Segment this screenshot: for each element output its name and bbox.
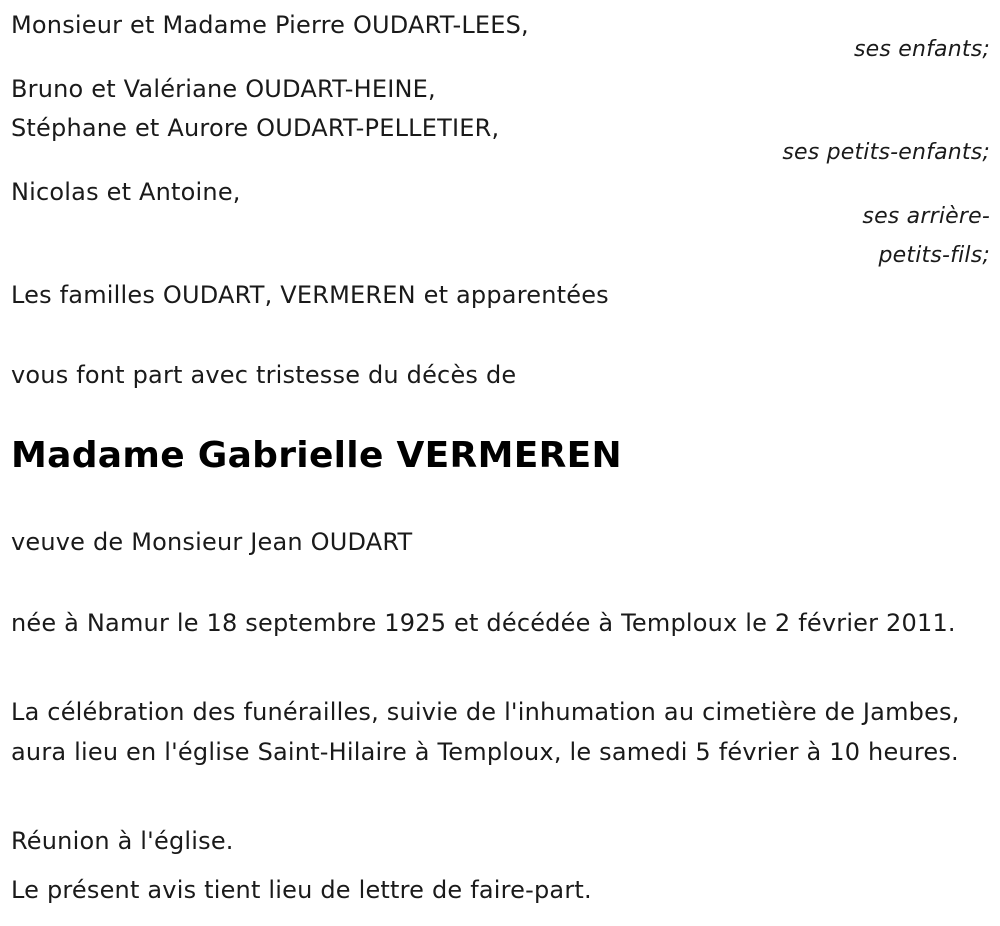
- widow-of-line: veuve de Monsieur Jean OUDART: [11, 528, 413, 556]
- grandchildren-line-2: Stéphane et Aurore OUDART-PELLETIER,: [11, 114, 500, 142]
- grandchildren-line-1: Bruno et Valériane OUDART-HEINE,: [11, 75, 436, 103]
- funeral-paragraph: La célébration des funérailles, suivie de l'inhumation au cimetière de Jambes, aura lieu en l'église Saint-Hilaire à Temploux, le samedi 5 février à 10 heures.: [11, 698, 960, 766]
- children-line: Monsieur et Madame Pierre OUDART-LEES,: [11, 11, 529, 39]
- great-grandchildren-role-2: petits-fils;: [878, 243, 990, 268]
- deceased-name: Madame Gabrielle VERMEREN: [11, 435, 622, 476]
- families-line: Les familles OUDART, VERMEREN et apparentées: [11, 281, 609, 309]
- children-role: ses enfants;: [853, 37, 990, 62]
- meeting-line: Réunion à l'église.: [11, 827, 234, 855]
- birth-death-paragraph: née à Namur le 18 septembre 1925 et décédée à Temploux le 2 février 2011.: [11, 609, 956, 637]
- intro-line: vous font part avec tristesse du décès de: [11, 361, 517, 389]
- great-grandchildren-role-1: ses arrière-: [862, 204, 990, 229]
- notice-line: Le présent avis tient lieu de lettre de faire-part.: [11, 876, 592, 904]
- grandchildren-role: ses petits-enfants;: [782, 140, 990, 165]
- great-grandchildren-line: Nicolas et Antoine,: [11, 178, 241, 206]
